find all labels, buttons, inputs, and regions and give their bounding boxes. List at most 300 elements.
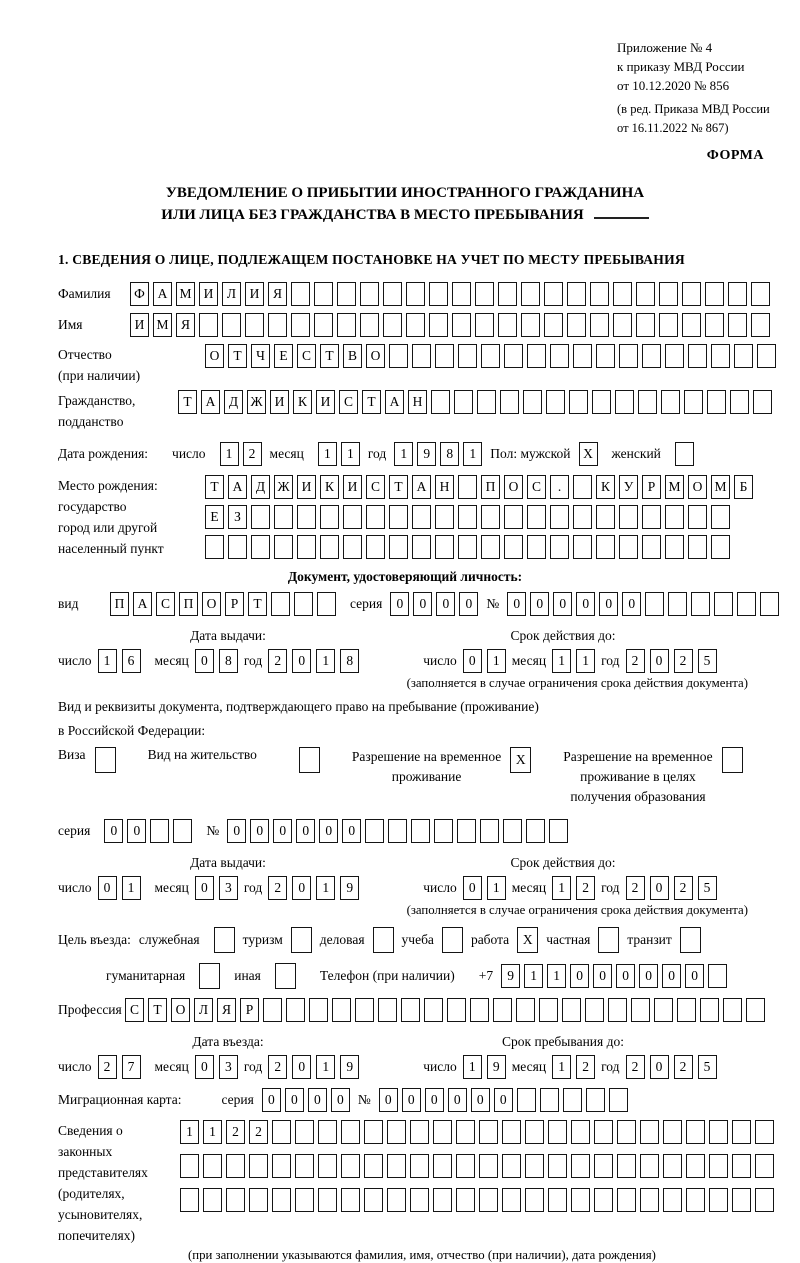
- representative-cell[interactable]: [203, 1154, 222, 1178]
- profession-cell[interactable]: [378, 998, 397, 1022]
- surname-cell[interactable]: [705, 282, 724, 306]
- name-cell[interactable]: [452, 313, 471, 337]
- doc-kind-cell[interactable]: [317, 592, 336, 616]
- profession-cell[interactable]: Т: [148, 998, 167, 1022]
- representative-cell[interactable]: [249, 1188, 268, 1212]
- name-cell[interactable]: [659, 313, 678, 337]
- representative-cell[interactable]: [479, 1154, 498, 1178]
- residence-issue-month-cell[interactable]: 0: [195, 876, 214, 900]
- doc-valid-year-cell[interactable]: 2: [626, 649, 645, 673]
- entry-month-cell[interactable]: 0: [195, 1055, 214, 1079]
- birthplace-cell[interactable]: .: [550, 475, 569, 499]
- purpose-other-cell[interactable]: [275, 963, 296, 989]
- birthplace-cell[interactable]: М: [711, 475, 730, 499]
- phone-cell[interactable]: 0: [685, 964, 704, 988]
- doc-number-cell[interactable]: 0: [622, 592, 641, 616]
- representative-cell[interactable]: [341, 1120, 360, 1144]
- representative-cell[interactable]: [525, 1154, 544, 1178]
- name-cell[interactable]: [636, 313, 655, 337]
- representative-cell[interactable]: [479, 1188, 498, 1212]
- name-cell[interactable]: [199, 313, 218, 337]
- mc-number-cell[interactable]: [563, 1088, 582, 1112]
- residence-valid-month-cell[interactable]: 1: [552, 876, 571, 900]
- representative-cell[interactable]: [571, 1154, 590, 1178]
- doc-valid-year-cell[interactable]: 5: [698, 649, 717, 673]
- representative-cell[interactable]: [617, 1188, 636, 1212]
- birthplace-cell[interactable]: [458, 475, 477, 499]
- representative-cell[interactable]: [341, 1188, 360, 1212]
- mc-number-cell[interactable]: 0: [425, 1088, 444, 1112]
- doc-kind-cell[interactable]: Р: [225, 592, 244, 616]
- patronymic-cell[interactable]: Т: [228, 344, 247, 368]
- citizenship-cell[interactable]: [500, 390, 519, 414]
- birthplace-cell[interactable]: [504, 535, 523, 559]
- surname-cell[interactable]: [751, 282, 770, 306]
- residence-issue-year-cell[interactable]: 9: [340, 876, 359, 900]
- name-cell[interactable]: [751, 313, 770, 337]
- representative-cell[interactable]: [410, 1188, 429, 1212]
- representative-cell[interactable]: [433, 1120, 452, 1144]
- phone-cell[interactable]: 1: [524, 964, 543, 988]
- residence-series-cell[interactable]: [173, 819, 192, 843]
- birthplace-cell[interactable]: [389, 535, 408, 559]
- birth-year-cell[interactable]: 1: [394, 442, 413, 466]
- doc-issue-month-cell[interactable]: 0: [195, 649, 214, 673]
- surname-cell[interactable]: [590, 282, 609, 306]
- profession-cell[interactable]: [447, 998, 466, 1022]
- residence-number-cell[interactable]: [411, 819, 430, 843]
- representative-cell[interactable]: [341, 1154, 360, 1178]
- surname-cell[interactable]: И: [199, 282, 218, 306]
- purpose-transit-cell[interactable]: [680, 927, 701, 953]
- birthplace-cell[interactable]: [274, 535, 293, 559]
- birthplace-cell[interactable]: [665, 535, 684, 559]
- representative-cell[interactable]: [387, 1154, 406, 1178]
- doc-valid-day-cell[interactable]: 0: [463, 649, 482, 673]
- birthplace-cell[interactable]: Н: [435, 475, 454, 499]
- stay-year-cell[interactable]: 5: [698, 1055, 717, 1079]
- birthplace-cell[interactable]: Ж: [274, 475, 293, 499]
- phone-cell[interactable]: [708, 964, 727, 988]
- entry-day-cell[interactable]: 7: [122, 1055, 141, 1079]
- patronymic-cell[interactable]: Ч: [251, 344, 270, 368]
- surname-cell[interactable]: [475, 282, 494, 306]
- doc-number-cell[interactable]: [714, 592, 733, 616]
- representative-cell[interactable]: [617, 1120, 636, 1144]
- birthplace-cell[interactable]: [458, 535, 477, 559]
- representative-cell[interactable]: [272, 1188, 291, 1212]
- mc-series-cell[interactable]: 0: [285, 1088, 304, 1112]
- representative-cell[interactable]: [732, 1154, 751, 1178]
- doc-series-cell[interactable]: 0: [436, 592, 455, 616]
- representative-cell[interactable]: [226, 1188, 245, 1212]
- birthplace-cell[interactable]: [412, 505, 431, 529]
- patronymic-cell[interactable]: [665, 344, 684, 368]
- name-cell[interactable]: [705, 313, 724, 337]
- patronymic-cell[interactable]: [412, 344, 431, 368]
- patronymic-cell[interactable]: [550, 344, 569, 368]
- doc-kind-cell[interactable]: П: [110, 592, 129, 616]
- representative-cell[interactable]: [594, 1120, 613, 1144]
- representative-cell[interactable]: [732, 1188, 751, 1212]
- residence-number-cell[interactable]: [388, 819, 407, 843]
- profession-cell[interactable]: [608, 998, 627, 1022]
- doc-number-cell[interactable]: [668, 592, 687, 616]
- representative-cell[interactable]: [502, 1154, 521, 1178]
- surname-cell[interactable]: [613, 282, 632, 306]
- birthplace-cell[interactable]: [251, 535, 270, 559]
- birth-month-cell[interactable]: 1: [341, 442, 360, 466]
- patronymic-cell[interactable]: Е: [274, 344, 293, 368]
- doc-issue-day-cell[interactable]: 6: [122, 649, 141, 673]
- surname-cell[interactable]: [498, 282, 517, 306]
- doc-valid-day-cell[interactable]: 1: [487, 649, 506, 673]
- mc-number-cell[interactable]: 0: [379, 1088, 398, 1112]
- profession-cell[interactable]: [700, 998, 719, 1022]
- name-cell[interactable]: [521, 313, 540, 337]
- patronymic-cell[interactable]: [389, 344, 408, 368]
- residence-valid-day-cell[interactable]: 0: [463, 876, 482, 900]
- representative-cell[interactable]: [456, 1154, 475, 1178]
- profession-cell[interactable]: [470, 998, 489, 1022]
- profession-cell[interactable]: Л: [194, 998, 213, 1022]
- birthplace-cell[interactable]: [343, 535, 362, 559]
- surname-cell[interactable]: [452, 282, 471, 306]
- doc-valid-year-cell[interactable]: 0: [650, 649, 669, 673]
- citizenship-cell[interactable]: Ж: [247, 390, 266, 414]
- profession-cell[interactable]: [654, 998, 673, 1022]
- birthplace-cell[interactable]: [343, 505, 362, 529]
- name-cell[interactable]: [590, 313, 609, 337]
- residence-number-cell[interactable]: 0: [342, 819, 361, 843]
- birthplace-cell[interactable]: А: [228, 475, 247, 499]
- representative-cell[interactable]: [387, 1120, 406, 1144]
- citizenship-cell[interactable]: [661, 390, 680, 414]
- birthplace-cell[interactable]: [320, 505, 339, 529]
- representative-cell[interactable]: [594, 1188, 613, 1212]
- representative-cell[interactable]: [456, 1188, 475, 1212]
- patronymic-cell[interactable]: [711, 344, 730, 368]
- birthplace-cell[interactable]: [665, 505, 684, 529]
- residence-valid-year-cell[interactable]: 0: [650, 876, 669, 900]
- citizenship-cell[interactable]: [638, 390, 657, 414]
- citizenship-cell[interactable]: [753, 390, 772, 414]
- entry-year-cell[interactable]: 0: [292, 1055, 311, 1079]
- patronymic-cell[interactable]: [734, 344, 753, 368]
- birthplace-cell[interactable]: [389, 505, 408, 529]
- representative-cell[interactable]: [548, 1120, 567, 1144]
- profession-cell[interactable]: [746, 998, 765, 1022]
- mc-number-cell[interactable]: 0: [402, 1088, 421, 1112]
- edu-permit-cell[interactable]: [722, 747, 743, 773]
- phone-cell[interactable]: 0: [639, 964, 658, 988]
- surname-cell[interactable]: [337, 282, 356, 306]
- residence-issue-year-cell[interactable]: 1: [316, 876, 335, 900]
- doc-kind-cell[interactable]: [271, 592, 290, 616]
- birthplace-cell[interactable]: К: [320, 475, 339, 499]
- name-cell[interactable]: И: [130, 313, 149, 337]
- representative-cell[interactable]: [433, 1154, 452, 1178]
- representative-cell[interactable]: [410, 1154, 429, 1178]
- birthplace-cell[interactable]: К: [596, 475, 615, 499]
- birthplace-cell[interactable]: [274, 505, 293, 529]
- patronymic-cell[interactable]: [504, 344, 523, 368]
- citizenship-cell[interactable]: И: [316, 390, 335, 414]
- entry-year-cell[interactable]: 9: [340, 1055, 359, 1079]
- birthplace-cell[interactable]: [711, 535, 730, 559]
- surname-cell[interactable]: [659, 282, 678, 306]
- birthplace-cell[interactable]: [481, 505, 500, 529]
- representative-cell[interactable]: [686, 1188, 705, 1212]
- name-cell[interactable]: [268, 313, 287, 337]
- birthplace-cell[interactable]: [573, 535, 592, 559]
- residence-valid-day-cell[interactable]: 1: [487, 876, 506, 900]
- purpose-study-cell[interactable]: [442, 927, 463, 953]
- profession-cell[interactable]: [585, 998, 604, 1022]
- phone-cell[interactable]: 9: [501, 964, 520, 988]
- surname-cell[interactable]: [314, 282, 333, 306]
- residence-number-cell[interactable]: 0: [319, 819, 338, 843]
- birthplace-cell[interactable]: [481, 535, 500, 559]
- doc-valid-year-cell[interactable]: 2: [674, 649, 693, 673]
- entry-month-cell[interactable]: 3: [219, 1055, 238, 1079]
- patronymic-cell[interactable]: Т: [320, 344, 339, 368]
- temp-permit-cell[interactable]: X: [510, 747, 531, 773]
- doc-number-cell[interactable]: 0: [530, 592, 549, 616]
- birthplace-cell[interactable]: М: [665, 475, 684, 499]
- citizenship-cell[interactable]: А: [201, 390, 220, 414]
- purpose-tourism-cell[interactable]: [291, 927, 312, 953]
- birthplace-cell[interactable]: Т: [205, 475, 224, 499]
- doc-number-cell[interactable]: [760, 592, 779, 616]
- birth-year-cell[interactable]: 9: [417, 442, 436, 466]
- birthplace-cell[interactable]: А: [412, 475, 431, 499]
- citizenship-cell[interactable]: [707, 390, 726, 414]
- residence-valid-year-cell[interactable]: 2: [626, 876, 645, 900]
- residence-issue-year-cell[interactable]: 0: [292, 876, 311, 900]
- birthplace-cell[interactable]: [504, 505, 523, 529]
- citizenship-cell[interactable]: С: [339, 390, 358, 414]
- stay-year-cell[interactable]: 0: [650, 1055, 669, 1079]
- representative-cell[interactable]: [709, 1154, 728, 1178]
- birthplace-cell[interactable]: [412, 535, 431, 559]
- entry-day-cell[interactable]: 2: [98, 1055, 117, 1079]
- name-cell[interactable]: [360, 313, 379, 337]
- profession-cell[interactable]: [723, 998, 742, 1022]
- name-cell[interactable]: [682, 313, 701, 337]
- profession-cell[interactable]: Р: [240, 998, 259, 1022]
- name-cell[interactable]: [222, 313, 241, 337]
- birthplace-cell[interactable]: И: [297, 475, 316, 499]
- representative-cell[interactable]: [364, 1154, 383, 1178]
- doc-valid-month-cell[interactable]: 1: [552, 649, 571, 673]
- profession-cell[interactable]: [631, 998, 650, 1022]
- doc-number-cell[interactable]: [737, 592, 756, 616]
- profession-cell[interactable]: [286, 998, 305, 1022]
- residence-number-cell[interactable]: [457, 819, 476, 843]
- residence-number-cell[interactable]: [365, 819, 384, 843]
- representative-cell[interactable]: [640, 1120, 659, 1144]
- birthplace-cell[interactable]: [550, 535, 569, 559]
- representative-cell[interactable]: [571, 1120, 590, 1144]
- residence-series-cell[interactable]: 0: [104, 819, 123, 843]
- representative-cell[interactable]: [617, 1154, 636, 1178]
- representative-cell[interactable]: [686, 1120, 705, 1144]
- representative-cell[interactable]: 2: [226, 1120, 245, 1144]
- patronymic-cell[interactable]: В: [343, 344, 362, 368]
- birthplace-cell[interactable]: И: [343, 475, 362, 499]
- representative-cell[interactable]: [410, 1120, 429, 1144]
- profession-cell[interactable]: [355, 998, 374, 1022]
- entry-year-cell[interactable]: 2: [268, 1055, 287, 1079]
- representative-cell[interactable]: [226, 1154, 245, 1178]
- representative-cell[interactable]: [180, 1188, 199, 1212]
- phone-cell[interactable]: 0: [662, 964, 681, 988]
- stay-month-cell[interactable]: 2: [576, 1055, 595, 1079]
- doc-number-cell[interactable]: [691, 592, 710, 616]
- representative-cell[interactable]: [686, 1154, 705, 1178]
- citizenship-cell[interactable]: И: [270, 390, 289, 414]
- representative-cell[interactable]: [318, 1154, 337, 1178]
- name-cell[interactable]: [314, 313, 333, 337]
- surname-cell[interactable]: [360, 282, 379, 306]
- mc-number-cell[interactable]: [586, 1088, 605, 1112]
- residence-issue-year-cell[interactable]: 2: [268, 876, 287, 900]
- birthplace-cell[interactable]: С: [366, 475, 385, 499]
- surname-cell[interactable]: [682, 282, 701, 306]
- doc-number-cell[interactable]: 0: [507, 592, 526, 616]
- purpose-official-cell[interactable]: [214, 927, 235, 953]
- residence-issue-day-cell[interactable]: 0: [98, 876, 117, 900]
- birthplace-cell[interactable]: [527, 535, 546, 559]
- representative-cell[interactable]: [663, 1120, 682, 1144]
- birthplace-cell[interactable]: О: [688, 475, 707, 499]
- doc-issue-year-cell[interactable]: 8: [340, 649, 359, 673]
- representative-cell[interactable]: [295, 1188, 314, 1212]
- birthplace-cell[interactable]: С: [527, 475, 546, 499]
- residence-issue-day-cell[interactable]: 1: [122, 876, 141, 900]
- representative-cell[interactable]: [180, 1154, 199, 1178]
- profession-cell[interactable]: [332, 998, 351, 1022]
- name-cell[interactable]: [383, 313, 402, 337]
- surname-cell[interactable]: [291, 282, 310, 306]
- representative-cell[interactable]: 1: [203, 1120, 222, 1144]
- birthplace-cell[interactable]: [435, 535, 454, 559]
- name-cell[interactable]: Я: [176, 313, 195, 337]
- birthplace-cell[interactable]: [596, 535, 615, 559]
- representative-cell[interactable]: [755, 1154, 774, 1178]
- patronymic-cell[interactable]: [619, 344, 638, 368]
- surname-cell[interactable]: М: [176, 282, 195, 306]
- citizenship-cell[interactable]: Т: [362, 390, 381, 414]
- entry-year-cell[interactable]: 1: [316, 1055, 335, 1079]
- doc-valid-month-cell[interactable]: 1: [576, 649, 595, 673]
- name-cell[interactable]: [728, 313, 747, 337]
- surname-cell[interactable]: [406, 282, 425, 306]
- stay-year-cell[interactable]: 2: [674, 1055, 693, 1079]
- purpose-work-cell[interactable]: X: [517, 927, 538, 953]
- profession-cell[interactable]: [263, 998, 282, 1022]
- stay-day-cell[interactable]: 1: [463, 1055, 482, 1079]
- representative-cell[interactable]: [571, 1188, 590, 1212]
- representative-cell[interactable]: [525, 1188, 544, 1212]
- citizenship-cell[interactable]: [523, 390, 542, 414]
- birthplace-cell[interactable]: [458, 505, 477, 529]
- stay-month-cell[interactable]: 1: [552, 1055, 571, 1079]
- surname-cell[interactable]: [636, 282, 655, 306]
- name-cell[interactable]: [406, 313, 425, 337]
- birthplace-cell[interactable]: [366, 505, 385, 529]
- residence-valid-year-cell[interactable]: 5: [698, 876, 717, 900]
- profession-cell[interactable]: [677, 998, 696, 1022]
- name-cell[interactable]: [613, 313, 632, 337]
- representative-cell[interactable]: [732, 1120, 751, 1144]
- profession-cell[interactable]: [562, 998, 581, 1022]
- surname-cell[interactable]: [728, 282, 747, 306]
- surname-cell[interactable]: А: [153, 282, 172, 306]
- birthplace-cell[interactable]: [642, 505, 661, 529]
- representative-cell[interactable]: [525, 1120, 544, 1144]
- birth-year-cell[interactable]: 1: [463, 442, 482, 466]
- representative-cell[interactable]: [272, 1120, 291, 1144]
- mc-number-cell[interactable]: 0: [494, 1088, 513, 1112]
- profession-cell[interactable]: С: [125, 998, 144, 1022]
- citizenship-cell[interactable]: К: [293, 390, 312, 414]
- birthplace-cell[interactable]: Д: [251, 475, 270, 499]
- residence-series-cell[interactable]: [150, 819, 169, 843]
- birthplace-cell[interactable]: [688, 505, 707, 529]
- birthplace-cell[interactable]: [228, 535, 247, 559]
- profession-cell[interactable]: О: [171, 998, 190, 1022]
- stay-day-cell[interactable]: 9: [487, 1055, 506, 1079]
- residence-valid-month-cell[interactable]: 2: [576, 876, 595, 900]
- citizenship-cell[interactable]: [477, 390, 496, 414]
- representative-cell[interactable]: [755, 1120, 774, 1144]
- doc-series-cell[interactable]: 0: [459, 592, 478, 616]
- doc-issue-year-cell[interactable]: 2: [268, 649, 287, 673]
- representative-cell[interactable]: [479, 1120, 498, 1144]
- birthplace-cell[interactable]: [550, 505, 569, 529]
- patronymic-cell[interactable]: [688, 344, 707, 368]
- stay-year-cell[interactable]: 2: [626, 1055, 645, 1079]
- purpose-business-cell[interactable]: [373, 927, 394, 953]
- birth-year-cell[interactable]: 8: [440, 442, 459, 466]
- representative-cell[interactable]: [318, 1120, 337, 1144]
- birthplace-cell[interactable]: [573, 505, 592, 529]
- patronymic-cell[interactable]: [458, 344, 477, 368]
- profession-cell[interactable]: [516, 998, 535, 1022]
- profession-cell[interactable]: [424, 998, 443, 1022]
- phone-cell[interactable]: 0: [616, 964, 635, 988]
- birthplace-cell[interactable]: [527, 505, 546, 529]
- citizenship-cell[interactable]: [730, 390, 749, 414]
- representative-cell[interactable]: [709, 1120, 728, 1144]
- doc-issue-month-cell[interactable]: 8: [219, 649, 238, 673]
- residence-issue-month-cell[interactable]: 3: [219, 876, 238, 900]
- birthplace-cell[interactable]: [619, 505, 638, 529]
- surname-cell[interactable]: [544, 282, 563, 306]
- profession-cell[interactable]: [309, 998, 328, 1022]
- patronymic-cell[interactable]: [642, 344, 661, 368]
- representative-cell[interactable]: 1: [180, 1120, 199, 1144]
- phone-cell[interactable]: 1: [547, 964, 566, 988]
- birthplace-cell[interactable]: Т: [389, 475, 408, 499]
- profession-cell[interactable]: [401, 998, 420, 1022]
- birthplace-cell[interactable]: Р: [642, 475, 661, 499]
- birthplace-cell[interactable]: [205, 535, 224, 559]
- name-cell[interactable]: [429, 313, 448, 337]
- name-cell[interactable]: [567, 313, 586, 337]
